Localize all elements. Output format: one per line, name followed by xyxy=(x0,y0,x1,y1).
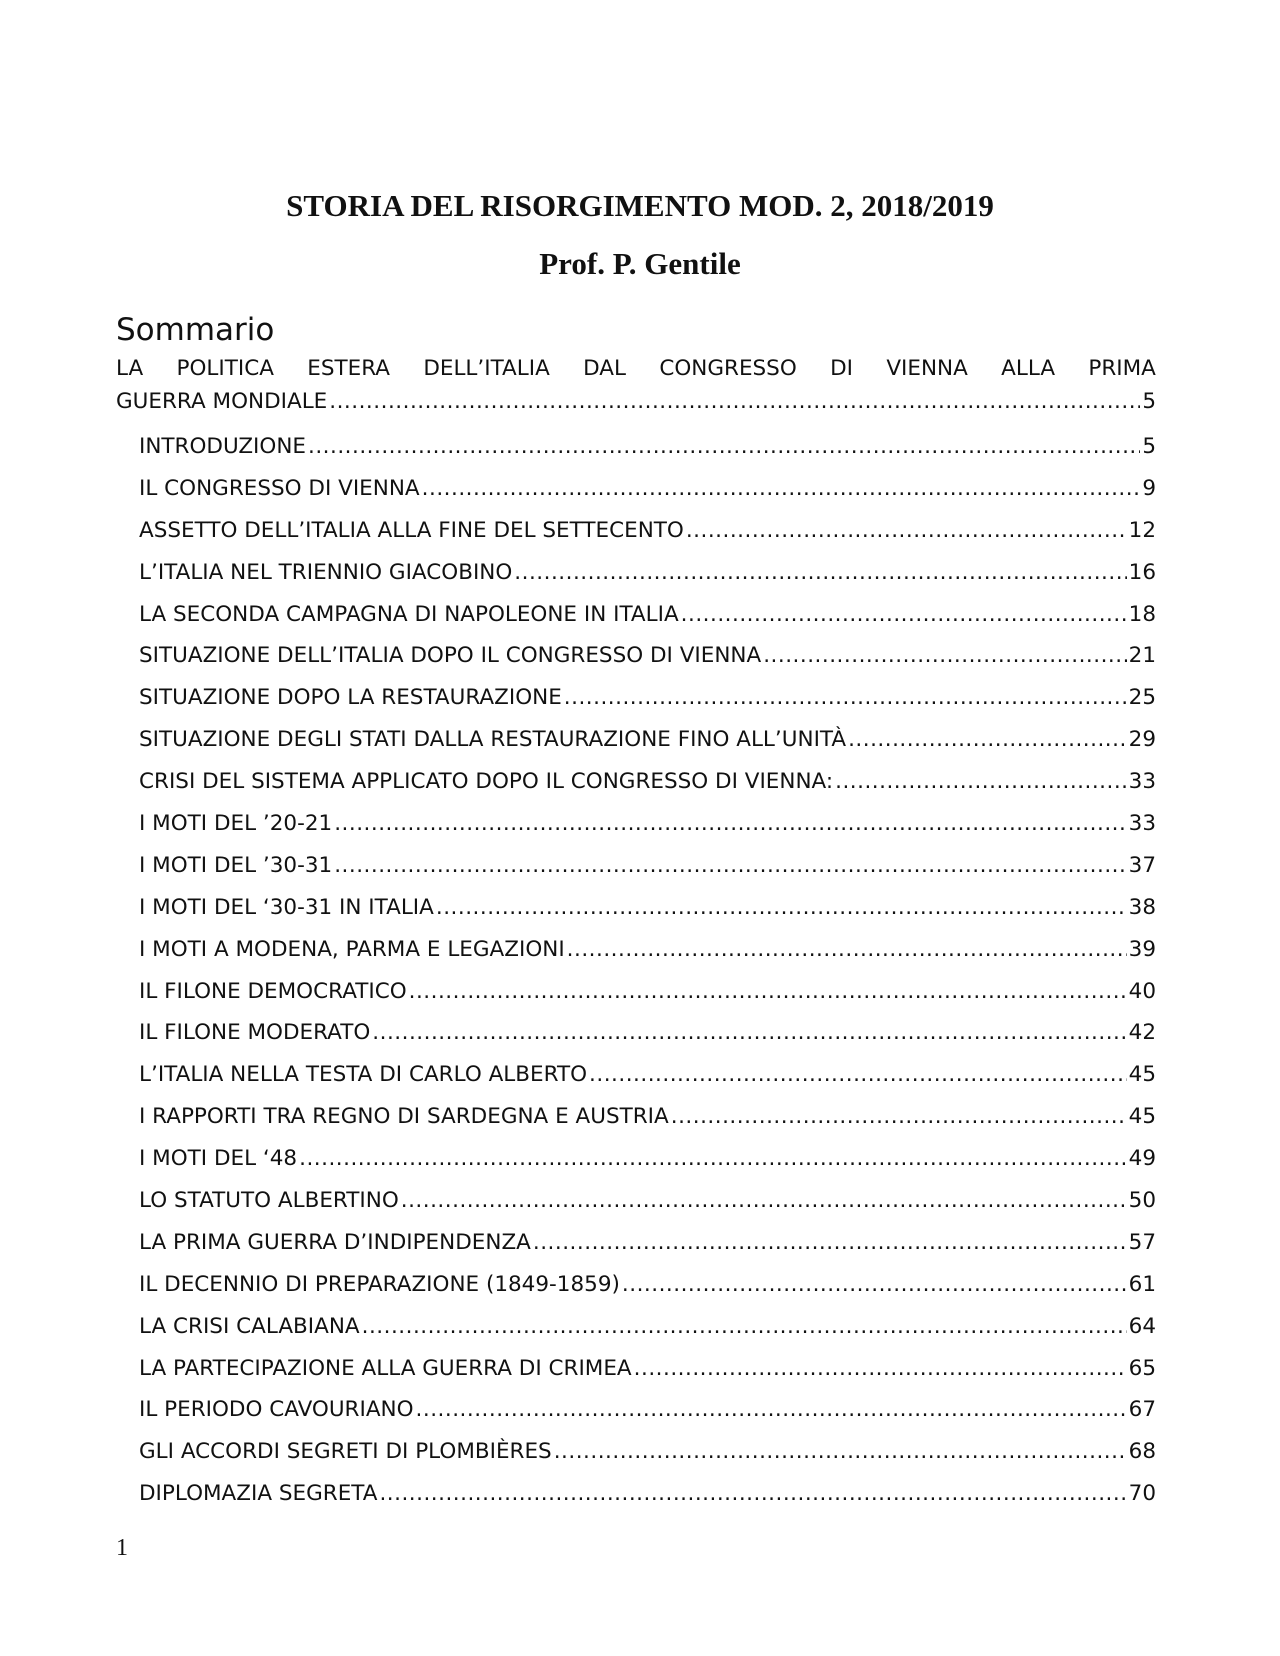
toc-page-number: 25 xyxy=(1128,685,1156,711)
toc-dot-leader xyxy=(379,1473,1126,1515)
toc-main-word: VIENNA xyxy=(886,356,968,381)
toc-entry[interactable] xyxy=(139,1222,1156,1264)
toc-page-number: 18 xyxy=(1128,601,1156,627)
toc-entry-label: IL FILONE MODERATO xyxy=(139,1020,371,1046)
toc-entry[interactable] xyxy=(139,1096,1156,1138)
toc-main-word: LA xyxy=(116,356,144,381)
toc-entry[interactable] xyxy=(139,719,1156,761)
toc-entry[interactable] xyxy=(139,1473,1156,1515)
toc-entry-label: LA CRISI CALABIANA xyxy=(139,1313,360,1339)
toc-dot-leader xyxy=(329,385,1140,418)
toc-entry-label: LA SECONDA CAMPAGNA DI NAPOLEONE IN ITALIA xyxy=(139,601,679,627)
toc-main-line1 xyxy=(116,352,1156,385)
toc-main-word: ALLA xyxy=(1001,356,1056,381)
toc-main-line2 xyxy=(116,385,1156,418)
toc-dot-leader xyxy=(835,761,1127,803)
toc-entry[interactable] xyxy=(139,1054,1156,1096)
toc-page-number: 33 xyxy=(1128,811,1156,837)
toc-page-number: 21 xyxy=(1128,643,1156,669)
toc-entry-label: CRISI DEL SISTEMA APPLICATO DOPO IL CONGRESSO DI VIENNA: xyxy=(139,769,834,795)
toc-sub-entries xyxy=(116,426,1156,1515)
toc-dot-leader xyxy=(622,1264,1127,1306)
toc-entry-label: IL DECENNIO DI PREPARAZIONE (1849-1859) xyxy=(139,1271,620,1297)
toc-entry-label: SITUAZIONE DEGLI STATI DALLA RESTAURAZIONE FINO ALL’UNITÀ xyxy=(139,727,847,753)
toc-entry-label: I MOTI DEL ‘30-31 IN ITALIA xyxy=(139,894,434,920)
toc-entry[interactable] xyxy=(139,426,1156,468)
toc-dot-leader xyxy=(372,1012,1126,1054)
document-author: Prof. P. Gentile xyxy=(539,246,741,281)
toc-entry-label: I MOTI DEL ‘48 xyxy=(139,1146,298,1172)
toc-main-word: DAL xyxy=(583,356,626,381)
toc-page-number: 5 xyxy=(1142,389,1156,414)
toc-entry[interactable] xyxy=(139,1431,1156,1473)
toc-dot-leader xyxy=(681,594,1127,636)
toc-entry-label: LO STATUTO ALBERTINO xyxy=(139,1188,399,1214)
toc-dot-leader xyxy=(848,719,1127,761)
toc-dot-leader xyxy=(533,1222,1127,1264)
toc-main-word: PRIMA xyxy=(1088,356,1156,381)
toc-dot-leader xyxy=(514,552,1126,594)
toc-dot-leader xyxy=(436,887,1127,929)
toc-dot-leader xyxy=(763,635,1126,677)
toc-page-number: 12 xyxy=(1128,517,1156,543)
toc-main-word: POLITICA xyxy=(176,356,274,381)
toc-entry[interactable] xyxy=(139,1138,1156,1180)
toc-dot-leader xyxy=(422,468,1141,510)
toc-entry[interactable] xyxy=(139,845,1156,887)
toc-page-number: 39 xyxy=(1128,936,1156,962)
toc-page-number: 64 xyxy=(1128,1313,1156,1339)
toc-dot-leader xyxy=(401,1180,1127,1222)
toc-dot-leader xyxy=(334,845,1126,887)
toc-dot-leader xyxy=(671,1096,1127,1138)
toc-entry-label: SITUAZIONE DELL’ITALIA DOPO IL CONGRESSO DI VIENNA xyxy=(139,643,762,669)
toc-page-number: 61 xyxy=(1128,1271,1156,1297)
toc-entry-label: L’ITALIA NELLA TESTA DI CARLO ALBERTO xyxy=(139,1062,588,1088)
toc-entry[interactable] xyxy=(139,594,1156,636)
toc-main-word: CONGRESSO xyxy=(659,356,797,381)
toc-entry-label: IL FILONE DEMOCRATICO xyxy=(139,978,407,1004)
toc-dot-leader xyxy=(409,971,1127,1013)
toc-page-number: 5 xyxy=(1142,434,1156,459)
toc-entry-label: IL CONGRESSO DI VIENNA xyxy=(139,475,420,501)
toc-entry[interactable] xyxy=(139,677,1156,719)
toc-dot-leader xyxy=(308,426,1140,468)
table-of-contents xyxy=(116,352,1156,1515)
toc-entry[interactable] xyxy=(139,803,1156,845)
toc-main-word: DI xyxy=(830,356,853,381)
toc-page-number: 37 xyxy=(1128,852,1156,878)
toc-entry[interactable] xyxy=(139,468,1156,510)
toc-page-number: 16 xyxy=(1128,559,1156,585)
toc-entry[interactable] xyxy=(139,635,1156,677)
toc-page-number: 45 xyxy=(1128,1062,1156,1088)
summary-heading: Sommario xyxy=(116,312,275,348)
toc-entry-label: I RAPPORTI TRA REGNO DI SARDEGNA E AUSTRIA xyxy=(139,1104,669,1130)
toc-dot-leader xyxy=(686,510,1127,552)
toc-entry[interactable] xyxy=(139,1180,1156,1222)
toc-entry[interactable] xyxy=(139,887,1156,929)
toc-entry-label: LA PRIMA GUERRA D’INDIPENDENZA xyxy=(139,1229,531,1255)
toc-page-number: 50 xyxy=(1128,1188,1156,1214)
toc-entry[interactable] xyxy=(139,552,1156,594)
toc-entry-label: I MOTI A MODENA, PARMA E LEGAZIONI xyxy=(139,936,565,962)
toc-entry[interactable] xyxy=(139,971,1156,1013)
toc-page-number: 67 xyxy=(1128,1397,1156,1423)
toc-dot-leader xyxy=(362,1306,1127,1348)
toc-entry-label: GUERRA MONDIALE xyxy=(116,389,328,414)
toc-main-word: ESTERA xyxy=(307,356,390,381)
toc-page-number: 38 xyxy=(1128,894,1156,920)
toc-dot-leader xyxy=(589,1054,1127,1096)
toc-dot-leader xyxy=(334,803,1126,845)
toc-page-number: 33 xyxy=(1128,769,1156,795)
toc-entry-label: L’ITALIA NEL TRIENNIO GIACOBINO xyxy=(139,559,513,585)
toc-entry-label: GLI ACCORDI SEGRETI DI PLOMBIÈRES xyxy=(139,1439,552,1465)
toc-entry-label: INTRODUZIONE xyxy=(139,434,306,459)
toc-entry[interactable] xyxy=(139,929,1156,971)
toc-page-number: 42 xyxy=(1128,1020,1156,1046)
toc-page-number: 29 xyxy=(1128,727,1156,753)
toc-dot-leader xyxy=(564,677,1127,719)
toc-entry-label: LA PARTECIPAZIONE ALLA GUERRA DI CRIMEA xyxy=(139,1355,632,1381)
toc-dot-leader xyxy=(567,929,1127,971)
toc-dot-leader xyxy=(634,1348,1127,1390)
toc-page-number: 40 xyxy=(1128,978,1156,1004)
toc-entry[interactable] xyxy=(139,1348,1156,1390)
toc-page-number: 45 xyxy=(1128,1104,1156,1130)
toc-entry[interactable] xyxy=(139,761,1156,803)
toc-page-number: 49 xyxy=(1128,1146,1156,1172)
toc-entry-label: DIPLOMAZIA SEGRETA xyxy=(139,1481,378,1507)
toc-main-word: DELL’ITALIA xyxy=(423,356,550,381)
toc-entry-label: IL PERIODO CAVOURIANO xyxy=(139,1397,414,1423)
toc-page-number: 9 xyxy=(1142,475,1156,501)
toc-dot-leader xyxy=(299,1138,1127,1180)
toc-entry[interactable] xyxy=(139,1264,1156,1306)
toc-page-number: 57 xyxy=(1128,1229,1156,1255)
toc-entry[interactable] xyxy=(139,510,1156,552)
toc-entry-label: I MOTI DEL ’30-31 xyxy=(139,852,333,878)
toc-dot-leader xyxy=(416,1389,1127,1431)
page-number: 1 xyxy=(116,1535,128,1561)
toc-page-number: 68 xyxy=(1128,1439,1156,1465)
toc-dot-leader xyxy=(554,1431,1127,1473)
toc-page-number: 70 xyxy=(1128,1481,1156,1507)
toc-entry-label: SITUAZIONE DOPO LA RESTAURAZIONE xyxy=(139,685,562,711)
toc-entry-label: I MOTI DEL ’20-21 xyxy=(139,811,333,837)
toc-entry[interactable] xyxy=(139,1389,1156,1431)
toc-page-number: 65 xyxy=(1128,1355,1156,1381)
toc-entry[interactable] xyxy=(139,1012,1156,1054)
toc-entry[interactable] xyxy=(139,1306,1156,1348)
toc-entry-main[interactable] xyxy=(116,352,1156,418)
document-title: STORIA DEL RISORGIMENTO MOD. 2, 2018/2019 xyxy=(286,188,994,223)
toc-entry-label: ASSETTO DELL’ITALIA ALLA FINE DEL SETTECENTO xyxy=(139,517,684,543)
